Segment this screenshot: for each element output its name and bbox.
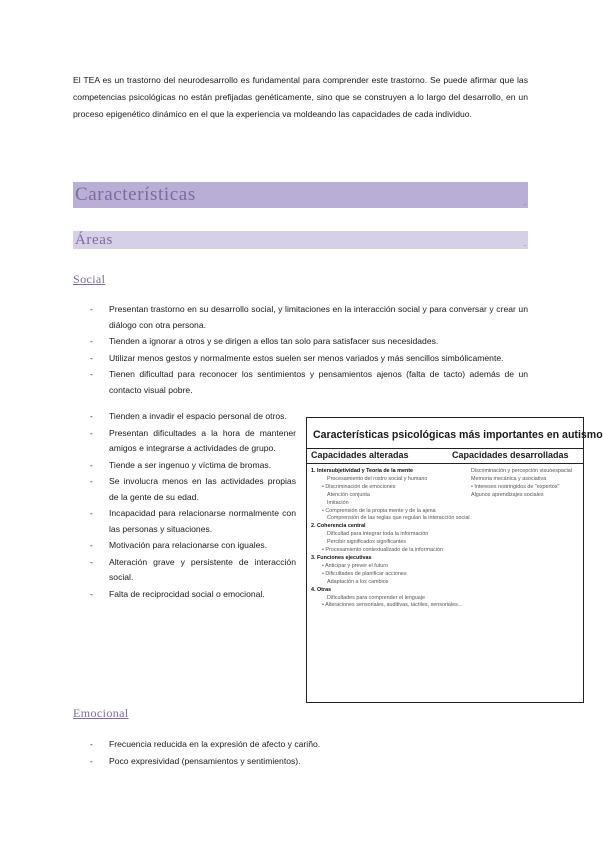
subsection-band-dot: . <box>523 239 526 248</box>
list-item: - Tienden a ignorar a otros y se dirigen a ellos tan solo para satisfacer sus necesidades. <box>73 334 528 350</box>
list-item: - Se involucra menos en las actividades propias de la gente de su edad. <box>73 474 296 505</box>
list-item: - Motivación para relacionarse con iguales. <box>73 538 296 554</box>
list-item: - Tiende a ser ingenuo y víctima de bromas. <box>73 458 296 474</box>
list-item: - Frecuencia reducida en la expresión de afecto y cariño. <box>73 737 528 753</box>
subsection-title: Áreas <box>75 232 113 248</box>
figure-line: • Anticipar y prever el futuro <box>322 562 389 569</box>
list-item: - Alteración grave y persistente de interacción social. <box>73 555 296 586</box>
intro-paragraph: El TEA es un trastorno del neurodesarrollo es fundamental para comprender este trastorno. Se puede afirmar que las competencias psicológicas no están prefijadas genéticamente, sino que se construyen a lo largo del desarrollo, en un proceso epigenético dinámico en el que la experiencia va moldeando las capacidades de cada individuo. <box>73 75 528 119</box>
figure-line: Dificultad para integrar toda la información <box>327 531 429 538</box>
figure-line: Adaptación a los cambios <box>327 578 389 585</box>
figure-line: 1. Intersubjetividad y Teoría de la mente <box>311 468 414 474</box>
figure-line: Procesamiento del rostro social y humano <box>327 475 428 482</box>
figure-line: Comprensión de las reglas que regulan la interacción social <box>327 515 470 522</box>
figure-line: 2. Coherencia central <box>311 523 366 530</box>
section-title: Características <box>75 184 196 205</box>
figure-line: • Procesamiento contextualizado de la información <box>322 547 443 554</box>
subsection-header-band <box>73 231 528 249</box>
list-item: - Utilizar menos gestos y normalmente estos suelen ser menos variados y más sencillos simbólicamente. <box>73 351 528 367</box>
developed-capacities-list <box>471 468 581 500</box>
column-header-developed: Capacidades desarrolladas <box>452 450 569 460</box>
figure-line: • Intereses restringidos de "expertos" <box>471 483 560 490</box>
list-item: - Presentan trastorno en su desarrollo social, y limitaciones en la interacción social y para conversar y crear un diálogo con otra persona. <box>73 302 528 333</box>
figure-line: Imitación <box>327 499 349 506</box>
list-item: - Incapacidad para relacionarse normalmente con las personas y situaciones. <box>73 506 296 537</box>
list-item: - Tienen dificultad para reconocer los sentimientos y pensamientos ajenos (falta de tacto) además de un contacto visual pobre. <box>73 367 528 398</box>
section-band-dot: . <box>523 198 526 207</box>
column-header-altered: Capacidades alteradas <box>311 450 409 460</box>
figure-line: • Comprensión de la propia mente y de la ajena <box>322 507 436 514</box>
figure-line: Dificultades para comprender el lenguaje <box>327 594 425 601</box>
figure-header-row <box>307 448 583 464</box>
emotional-heading: Emocional <box>73 706 129 720</box>
figure-line: • Discriminación de emociones <box>322 483 396 490</box>
figure-title: Características psicológicas más importantes en autismo <box>313 429 603 441</box>
figure-line: 3. Funciones ejecutivas <box>311 554 372 561</box>
social-list-full <box>73 302 528 399</box>
list-item: - Poco expresividad (pensamientos y sentimientos). <box>73 754 528 770</box>
figure-line: Memoria mecánica y asociativa <box>471 475 547 482</box>
social-heading: Social <box>73 272 106 286</box>
figure-line: Percibir significados significantes <box>327 539 407 546</box>
emotional-list <box>73 737 528 770</box>
list-item: - Tienden a invadir el espacio personal de otros. <box>73 409 296 425</box>
figure-line: • Dificultades de planificar acciones <box>322 570 407 577</box>
figure-line: Discriminación y percepción visuoespacial <box>471 468 572 474</box>
figure-line: Atención conjunta <box>327 491 370 498</box>
figure-line: • Alteraciones sensoriales, auditivas, táctiles, sensoriales... <box>322 602 463 609</box>
altered-capacities-list <box>311 468 470 610</box>
figure-line: Algunos aprendizajes sociales <box>471 491 544 498</box>
social-list-side <box>73 409 296 603</box>
figure-line: 4. Otras <box>311 586 332 593</box>
list-item: - Falta de reciprocidad social o emocional. <box>73 587 296 603</box>
list-item: - Presentan dificultades a la hora de mantener amigos e integrarse a actividades de grupo. <box>73 426 296 457</box>
section-header-band <box>73 182 528 208</box>
psychology-table-figure <box>306 417 603 703</box>
